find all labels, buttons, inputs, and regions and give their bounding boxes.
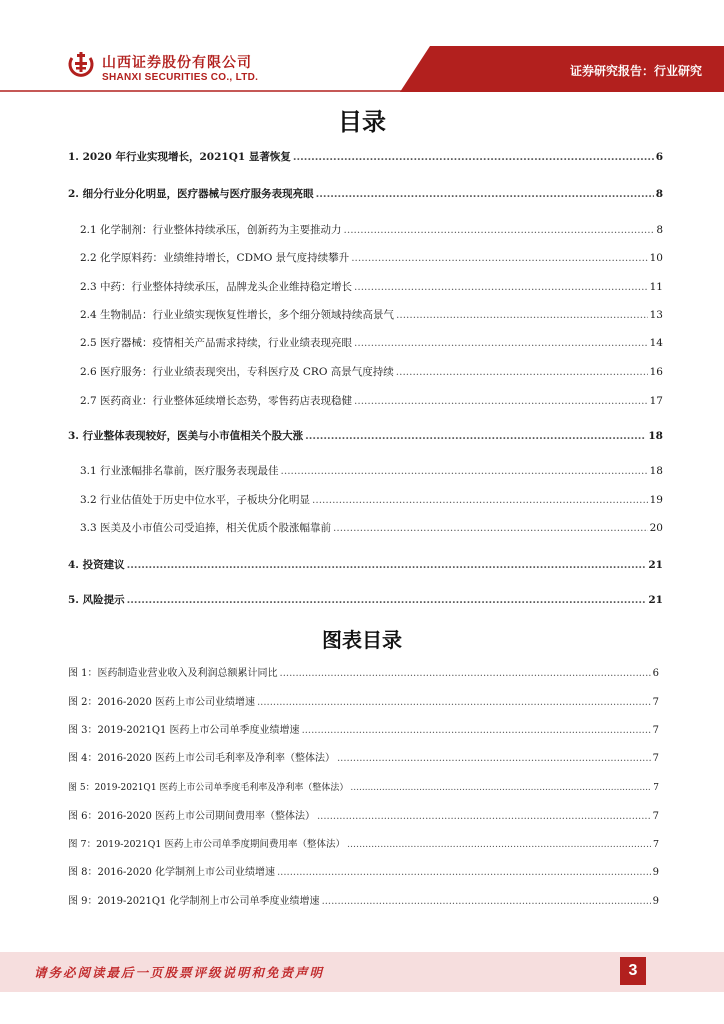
leader-dots (350, 781, 651, 795)
toc-entry-text: 5. 风险提示 (68, 594, 125, 606)
figure-entry-page: 7 (652, 753, 659, 764)
toc-entry-text: 2.6 医疗服务：行业业绩表现突出，专科医疗及 CRO 高景气度持续 (80, 366, 394, 378)
figure-list-title: 图表目录 (322, 628, 402, 652)
figure-entry-text: 图 2：2016-2020 医药上市公司业绩增速 (68, 697, 255, 708)
toc-entry-page: 6 (655, 151, 663, 163)
toc-entry-text: 2.4 生物制品：行业业绩实现恢复性增长，多个细分领域持续高景气 (80, 309, 395, 321)
figure-entry-text: 图 6：2016-2020 医药上市公司期间费用率（整体法） (68, 811, 315, 822)
figure-entry-text: 图 3：2019-2021Q1 医药上市公司单季度业绩增速 (68, 725, 300, 736)
toc-title: 目录 (338, 108, 386, 136)
toc-entry-page: 8 (656, 224, 663, 236)
toc-entry-page: 18 (649, 465, 663, 477)
toc-entry[interactable] (68, 593, 663, 607)
figure-entry[interactable] (68, 696, 659, 710)
toc-entry[interactable] (68, 429, 663, 443)
leader-dots (354, 394, 648, 408)
toc-entry-page: 17 (649, 395, 663, 407)
toc-entry[interactable] (68, 187, 663, 201)
toc-entry-text: 3.3 医美及小市值公司受追捧，相关优质个股涨幅靠前 (80, 522, 332, 534)
toc-entry[interactable] (80, 223, 663, 237)
toc-entry-text: 3.2 行业估值处于历史中位水平，子板块分化明显 (80, 494, 311, 506)
toc-entry[interactable] (80, 521, 663, 535)
figure-entry-page: 7 (652, 697, 659, 708)
leader-dots (354, 336, 648, 350)
toc-entry-text: 2. 细分行业分化明显，医疗器械与医疗服务表现亮眼 (68, 188, 314, 200)
toc-entry[interactable] (80, 493, 663, 507)
toc-entry-text: 2.7 医药商业：行业整体延续增长态势，零售药店表现稳健 (80, 395, 353, 407)
page-number: 3 (620, 957, 646, 985)
figure-entry-page: 7 (652, 811, 659, 822)
leader-dots (354, 280, 648, 294)
toc-entry[interactable] (80, 280, 663, 294)
toc-entry-text: 2.3 中药：行业整体持续承压，品牌龙头企业维持稳定增长 (80, 281, 353, 293)
toc-entry[interactable] (80, 394, 663, 408)
toc-entry-text: 2.1 化学制剂：行业整体持续承压，创新药为主要推动力 (80, 224, 342, 236)
figure-entry[interactable] (68, 781, 659, 795)
figure-entry[interactable] (68, 752, 659, 766)
figure-entry[interactable] (68, 810, 659, 824)
toc-entry-page: 18 (648, 430, 663, 442)
figure-entry-text: 图 5：2019-2021Q1 医药上市公司单季度毛利率及净利率（整体法） (68, 783, 349, 793)
leader-dots (344, 223, 655, 237)
figure-entry[interactable] (68, 667, 659, 681)
company-name-cn: 山西证券股份有限公司 (102, 55, 252, 71)
leader-dots (317, 810, 651, 824)
leader-dots (127, 593, 647, 607)
figure-entry-page: 7 (653, 783, 659, 793)
toc-entry-page: 8 (655, 188, 663, 200)
toc-entry-page: 21 (648, 559, 663, 571)
figure-entry-text: 图 9：2019-2021Q1 化学制剂上市公司单季度业绩增速 (68, 896, 320, 907)
figure-entry-page: 9 (652, 867, 659, 878)
figure-entry[interactable] (68, 866, 659, 880)
page-header (0, 0, 724, 92)
leader-dots (280, 667, 651, 681)
leader-dots (305, 429, 646, 443)
toc-entry[interactable] (80, 336, 663, 350)
toc-entry[interactable] (80, 251, 663, 265)
toc-entry-page: 19 (649, 494, 663, 506)
toc-entry[interactable] (80, 365, 663, 379)
leader-dots (396, 308, 648, 322)
figure-entry-text: 图 7：2019-2021Q1 医药上市公司单季度期间费用率（整体法） (68, 839, 345, 850)
toc-entry[interactable] (68, 150, 663, 164)
toc-entry-page: 21 (648, 594, 663, 606)
company-name-en: SHANXI SECURITIES CO., LTD. (102, 72, 259, 83)
toc-entry-page: 16 (649, 366, 663, 378)
footer-disclaimer: 请务必阅读最后一页股票评级说明和免责声明 (34, 965, 325, 980)
figure-entry-page: 7 (652, 839, 659, 850)
toc-entry[interactable] (68, 558, 663, 572)
toc-entry-page: 14 (649, 337, 663, 349)
toc-entry[interactable] (80, 308, 663, 322)
toc-entry-text: 3.1 行业涨幅排名靠前，医疗服务表现最佳 (80, 465, 279, 477)
figure-entry[interactable] (68, 895, 659, 909)
toc-entry-page: 10 (649, 252, 663, 264)
company-logo-icon (68, 50, 94, 80)
toc-entry[interactable] (80, 464, 663, 478)
leader-dots (277, 866, 651, 880)
figure-entry-text: 图 1：医药制造业营业收入及利润总额累计同比 (68, 668, 278, 679)
leader-dots (333, 521, 648, 535)
leader-dots (127, 558, 647, 572)
figure-entry-page: 6 (652, 668, 659, 679)
leader-dots (322, 895, 651, 909)
leader-dots (312, 493, 648, 507)
leader-dots (316, 187, 654, 201)
toc-entry-text: 4. 投资建议 (68, 559, 125, 571)
toc-entry-text: 3. 行业整体表现较好，医美与小市值相关个股大涨 (68, 430, 304, 442)
leader-dots (351, 251, 647, 265)
figure-entry[interactable] (68, 838, 659, 852)
toc-entry-text: 2.5 医疗器械：疫情相关产品需求持续，行业业绩表现亮眼 (80, 337, 353, 349)
figure-entry[interactable] (68, 724, 659, 738)
toc-entry-page: 20 (649, 522, 663, 534)
leader-dots (281, 464, 648, 478)
toc-entry-page: 13 (649, 309, 663, 321)
toc-entry-text: 2.2 化学原料药：业绩维持增长，CDMO 景气度持续攀升 (80, 252, 350, 264)
figure-entry-page: 7 (652, 725, 659, 736)
leader-dots (396, 365, 648, 379)
figure-entry-text: 图 8：2016-2020 化学制剂上市公司业绩增速 (68, 867, 275, 878)
report-type: 证券研究报告：行业研究 (569, 64, 702, 78)
toc-entry-text: 1. 2020 年行业实现增长，2021Q1 显著恢复 (68, 151, 291, 163)
figure-entry-text: 图 4：2016-2020 医药上市公司毛利率及净利率（整体法） (68, 753, 335, 764)
leader-dots (257, 696, 651, 710)
leader-dots (347, 838, 651, 852)
leader-dots (302, 724, 651, 738)
leader-dots (337, 752, 651, 766)
leader-dots (293, 150, 654, 164)
toc-entry-page: 11 (649, 281, 663, 293)
figure-entry-page: 9 (652, 896, 659, 907)
